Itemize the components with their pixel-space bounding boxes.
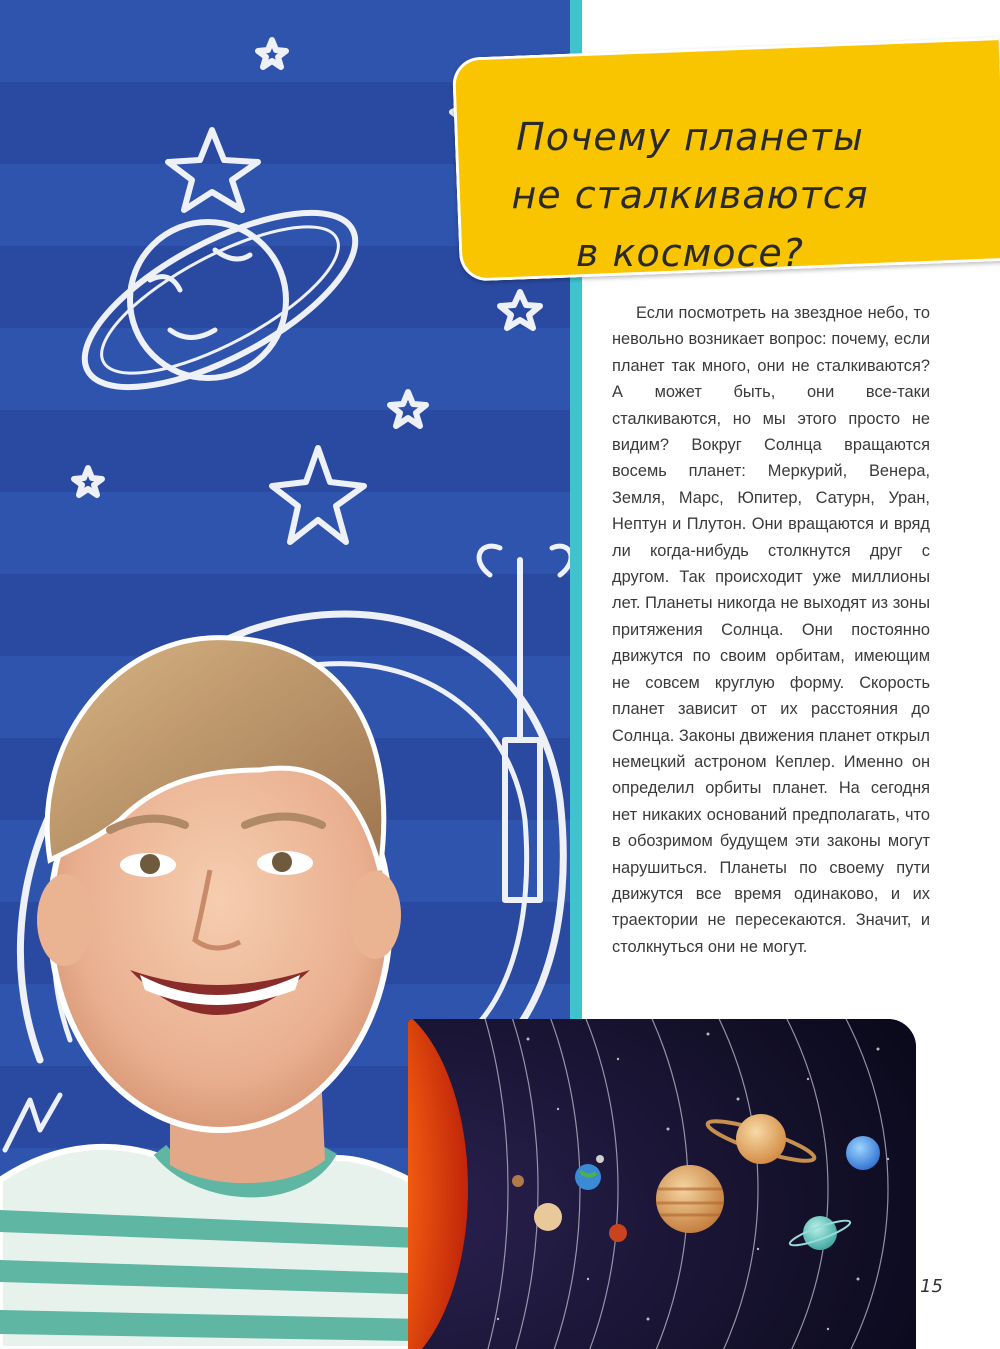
chalk-star-icon xyxy=(272,448,364,542)
chalk-star-icon xyxy=(390,392,426,426)
chalk-star-icon xyxy=(74,468,102,495)
chalk-star-icon xyxy=(258,40,286,67)
title-line-3: в космосе? xyxy=(576,231,804,275)
page-title xyxy=(470,108,910,282)
article-body xyxy=(612,300,930,960)
title-line-1: Почему планеты xyxy=(516,115,864,159)
chalk-star-icon xyxy=(500,292,540,328)
article-paragraph: Если посмотреть на звездное небо, то невольно возникает вопрос: почему, если планет так много, они не сталкиваются? А может быть, они все-таки сталкиваются, но мы этого просто не видим? Вокруг Солнца вращаются восемь планет: Меркурий, Венера, Земля, Марс, Юпитер, Сатурн, Уран, Нептун и Плутон. Они вращаются и вряд ли когда-нибудь столкнутся друг с другом. Так происходит уже миллионы лет. Планеты никогда не выходят из зоны притяжения Солнца. Они постоянно движутся по своим орбитам, имеющим не совсем круглую форму. Скорость планет зависит от их расстояния до Солнца. Законы движения планет открыл немецкий астроном Кеплер. Именно он определил орбиты планет. На сегодня нет никаких оснований предполагать, что в обозримом будущем эти законы могут нарушиться. Планеты по своему пути движутся все время одинаково, и их траектории не пересекаются. Значит, и столкнуться они не могут. xyxy=(612,304,930,956)
title-line-2: не сталкиваются xyxy=(511,173,869,217)
solar-system-image xyxy=(408,1019,916,1349)
page-number: 15 xyxy=(920,1276,943,1297)
chalk-star-icon xyxy=(168,130,258,210)
solar-system-illustration xyxy=(408,1019,916,1349)
